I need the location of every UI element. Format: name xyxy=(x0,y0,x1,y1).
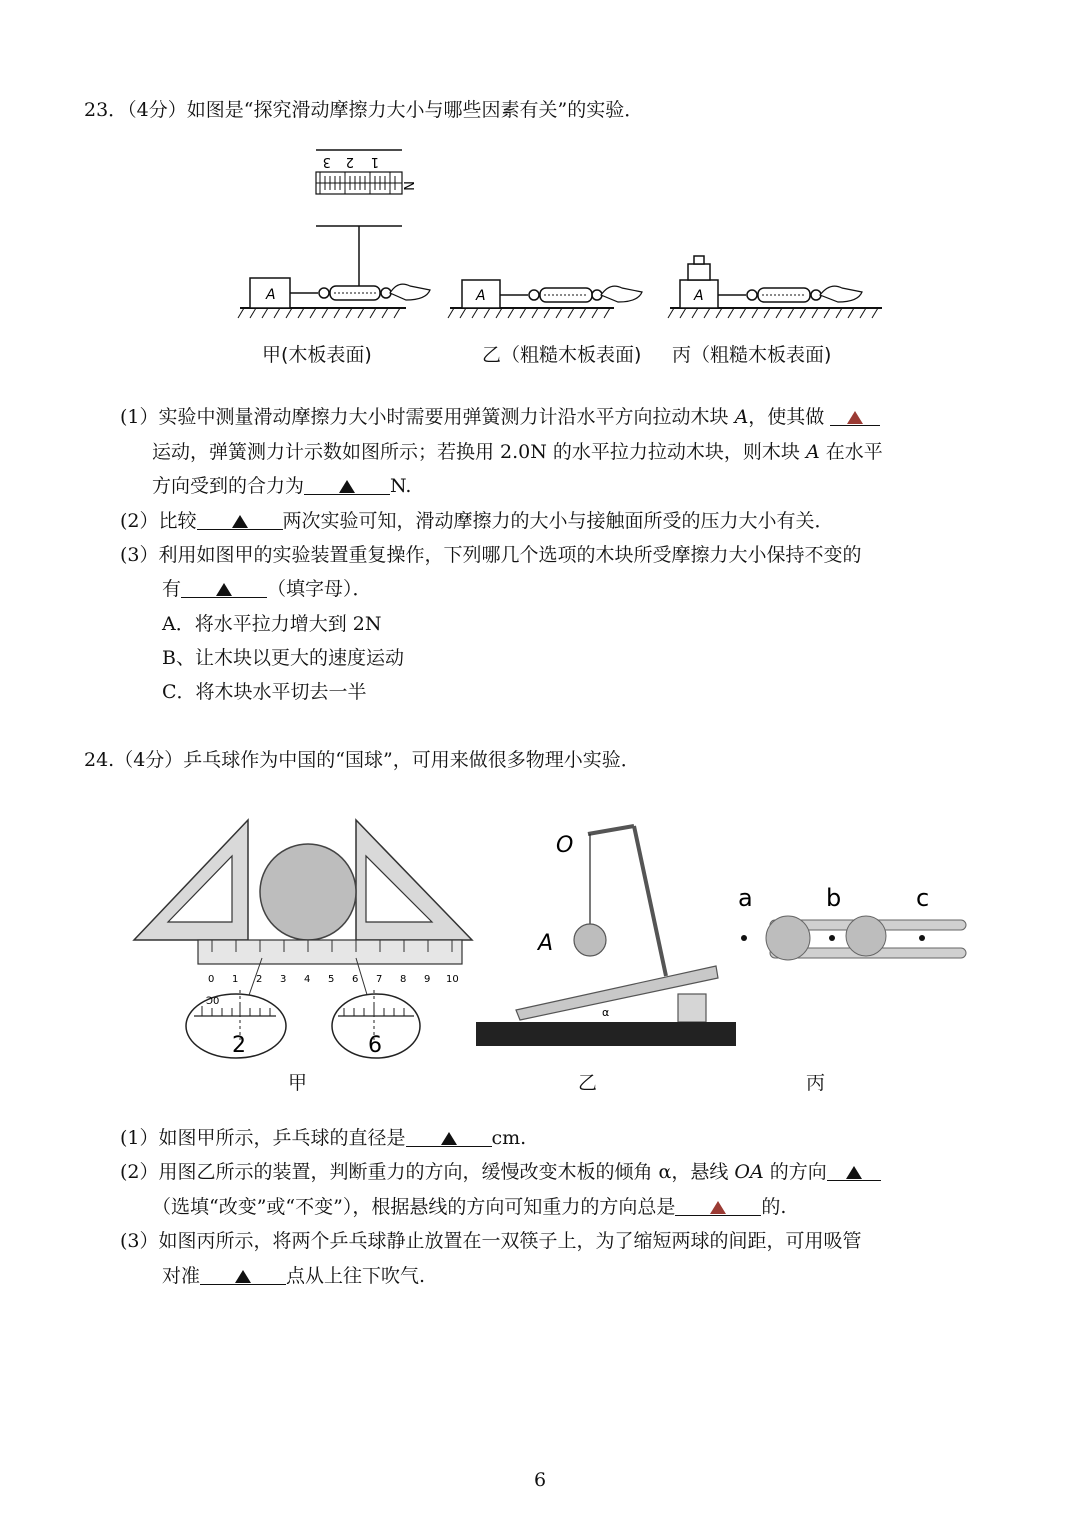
q24-title: 24.（4分）乒乓球作为中国的“国球”，可用来做很多物理小实验． xyxy=(84,749,640,771)
q24-p3-line1: (3）如图丙所示，将两个乒乓球静止放置在一双筷子上，为了缩短两球的间距，可用吸管 xyxy=(120,1230,862,1252)
q23-figure xyxy=(230,140,890,330)
ruler-tick-10: 10 xyxy=(446,974,459,985)
block-a-bing: A xyxy=(694,288,704,304)
setup-jia xyxy=(238,278,430,318)
q24-p2-blank-gravity[interactable] xyxy=(675,1195,761,1216)
ruler-tick-1: 1 xyxy=(232,974,239,985)
q24-figure-bing xyxy=(730,876,970,976)
q23-p3-line2 xyxy=(162,577,372,601)
page-number: 6 xyxy=(534,1469,547,1491)
q23-p1-text-c: 运动，弹簧测力计示数如图所示；若换用 2.0N 的水平拉力拉动木块，则木块 xyxy=(152,441,800,463)
q24-p1 xyxy=(120,1126,526,1150)
ruler-tick-4: 4 xyxy=(304,974,311,985)
caption-q24-bing: 丙 xyxy=(806,1072,826,1094)
q24-p1-text-b: cm. xyxy=(491,1127,527,1149)
angle-label: α xyxy=(602,1006,610,1019)
ping-pong-ball xyxy=(260,844,356,940)
q23-p1-line1 xyxy=(120,405,880,429)
setup-yi xyxy=(448,280,642,318)
answer-marker-icon xyxy=(441,1132,457,1145)
q24-p2-text-a: (2）用图乙所示的装置，判断重力的方向，缓慢改变木板的倾角 α，悬线 xyxy=(120,1161,729,1183)
q24-p2-line1 xyxy=(120,1160,881,1184)
q23-p3-blank[interactable] xyxy=(181,577,267,598)
setup-bing xyxy=(668,256,882,318)
ruler-tick-5: 5 xyxy=(328,974,335,985)
pendulum-label-o: O xyxy=(556,833,574,858)
point-label-a: a xyxy=(738,884,753,912)
ruler-tick-2: 2 xyxy=(256,974,263,985)
q24-p3-text-b: 点从上往下吹气. xyxy=(286,1265,426,1287)
q24-p2-text-c: （选填“改变”或“不变”），根据悬线的方向可知重力的方向总是 xyxy=(152,1196,676,1218)
dial-digit-3: 3 xyxy=(322,154,331,169)
zoom-left-small: ꓛ0 xyxy=(206,996,220,1007)
q23-p1-text-b: ，使其做 xyxy=(748,406,825,428)
answer-marker-icon xyxy=(216,583,232,596)
answer-marker-icon xyxy=(339,480,355,493)
answer-marker-icon xyxy=(235,1270,251,1283)
q23-p1-blank-force[interactable] xyxy=(304,474,390,495)
q23-option-c: C．将木块水平切去一半 xyxy=(162,681,367,703)
q23-p1-text-a: (1）实验中测量滑动摩擦力大小时需要用弹簧测力计沿水平方向拉动木块 xyxy=(120,406,729,428)
ruler-tick-6: 6 xyxy=(352,974,359,985)
answer-marker-icon xyxy=(710,1201,726,1214)
q23-p1-var-a2: A xyxy=(805,441,820,463)
q23-p1-line3 xyxy=(152,474,411,498)
ruler-tick-9: 9 xyxy=(424,974,431,985)
q23-p1-text-f: N. xyxy=(390,475,412,497)
caption-jia: 甲(木板表面) xyxy=(262,344,372,366)
q23-p2-text-a: (2）比较 xyxy=(120,510,197,532)
q24-p2-blank-direction[interactable] xyxy=(827,1160,881,1181)
caption-q24-jia: 甲 xyxy=(288,1072,308,1094)
q24-figure-jia xyxy=(128,810,478,1060)
q23-p1-var-a: A xyxy=(734,406,749,428)
ruler-tick-0: 0 xyxy=(208,974,215,985)
ruler-tick-3: 3 xyxy=(280,974,287,985)
block-a-yi: A xyxy=(476,288,486,304)
zoom-left-digit: 2 xyxy=(232,1033,246,1058)
q23-option-a: A．将水平拉力增大到 2N xyxy=(162,613,382,635)
q24-p2-text-d: 的. xyxy=(761,1196,787,1218)
q23-p1-blank-motion[interactable] xyxy=(830,405,880,426)
pendulum-label-a: A xyxy=(538,931,554,956)
dial-digit-2: 2 xyxy=(345,154,354,169)
q24-figure-yi xyxy=(476,816,740,1056)
q23-option-b: B、让木块以更大的速度运动 xyxy=(162,647,404,669)
q24-p2-text-b: 的方向 xyxy=(769,1161,827,1183)
answer-marker-icon xyxy=(846,1166,862,1179)
spring-scale-dial xyxy=(316,150,415,290)
q23-title: 23．（4分）如图是“探究滑动摩擦力大小与哪些因素有关”的实验． xyxy=(84,99,644,121)
q24-p2-oa: OA xyxy=(734,1161,764,1183)
q23-p1-text-d: 在水平 xyxy=(825,441,883,463)
caption-bing: 丙（粗糙木板表面) xyxy=(672,344,832,366)
ruler-tick-7: 7 xyxy=(376,974,383,985)
point-label-c: c xyxy=(916,884,930,912)
q23-p2 xyxy=(120,509,834,533)
q23-p3-text-a: 有 xyxy=(162,578,182,600)
dial-unit-n: N xyxy=(400,181,415,191)
q24-p1-blank[interactable] xyxy=(406,1126,492,1147)
q24-p3-blank[interactable] xyxy=(200,1264,286,1285)
q23-p3-line1: (3）利用如图甲的实验装置重复操作，下列哪几个选项的木块所受摩擦力大小保持不变的 xyxy=(120,544,862,566)
q24-p3-line2 xyxy=(162,1264,425,1288)
answer-marker-icon xyxy=(232,515,248,528)
q24-p1-text-a: (1）如图甲所示，乒乓球的直径是 xyxy=(120,1127,406,1149)
q23-p1-line2 xyxy=(152,440,883,464)
dial-digit-1: 1 xyxy=(370,154,379,169)
q23-p2-text-b: 两次实验可知，滑动摩擦力的大小与接触面所受的压力大小有关． xyxy=(282,510,834,532)
q24-p3-text-a: 对准 xyxy=(162,1265,201,1287)
ruler xyxy=(198,940,462,964)
q24-p2-line2 xyxy=(152,1195,786,1219)
answer-marker-icon xyxy=(847,411,863,424)
caption-q24-yi: 乙 xyxy=(578,1072,598,1094)
ruler-tick-8: 8 xyxy=(400,974,407,985)
zoom-right-digit: 6 xyxy=(368,1033,382,1058)
caption-yi: 乙（粗糙木板表面) xyxy=(482,344,642,366)
point-label-b: b xyxy=(826,884,842,912)
q23-p3-text-b: （填字母）． xyxy=(267,578,372,600)
q23-p1-text-e: 方向受到的合力为 xyxy=(152,475,305,497)
q23-p2-blank[interactable] xyxy=(197,509,283,530)
block-a-jia: A xyxy=(266,287,276,303)
